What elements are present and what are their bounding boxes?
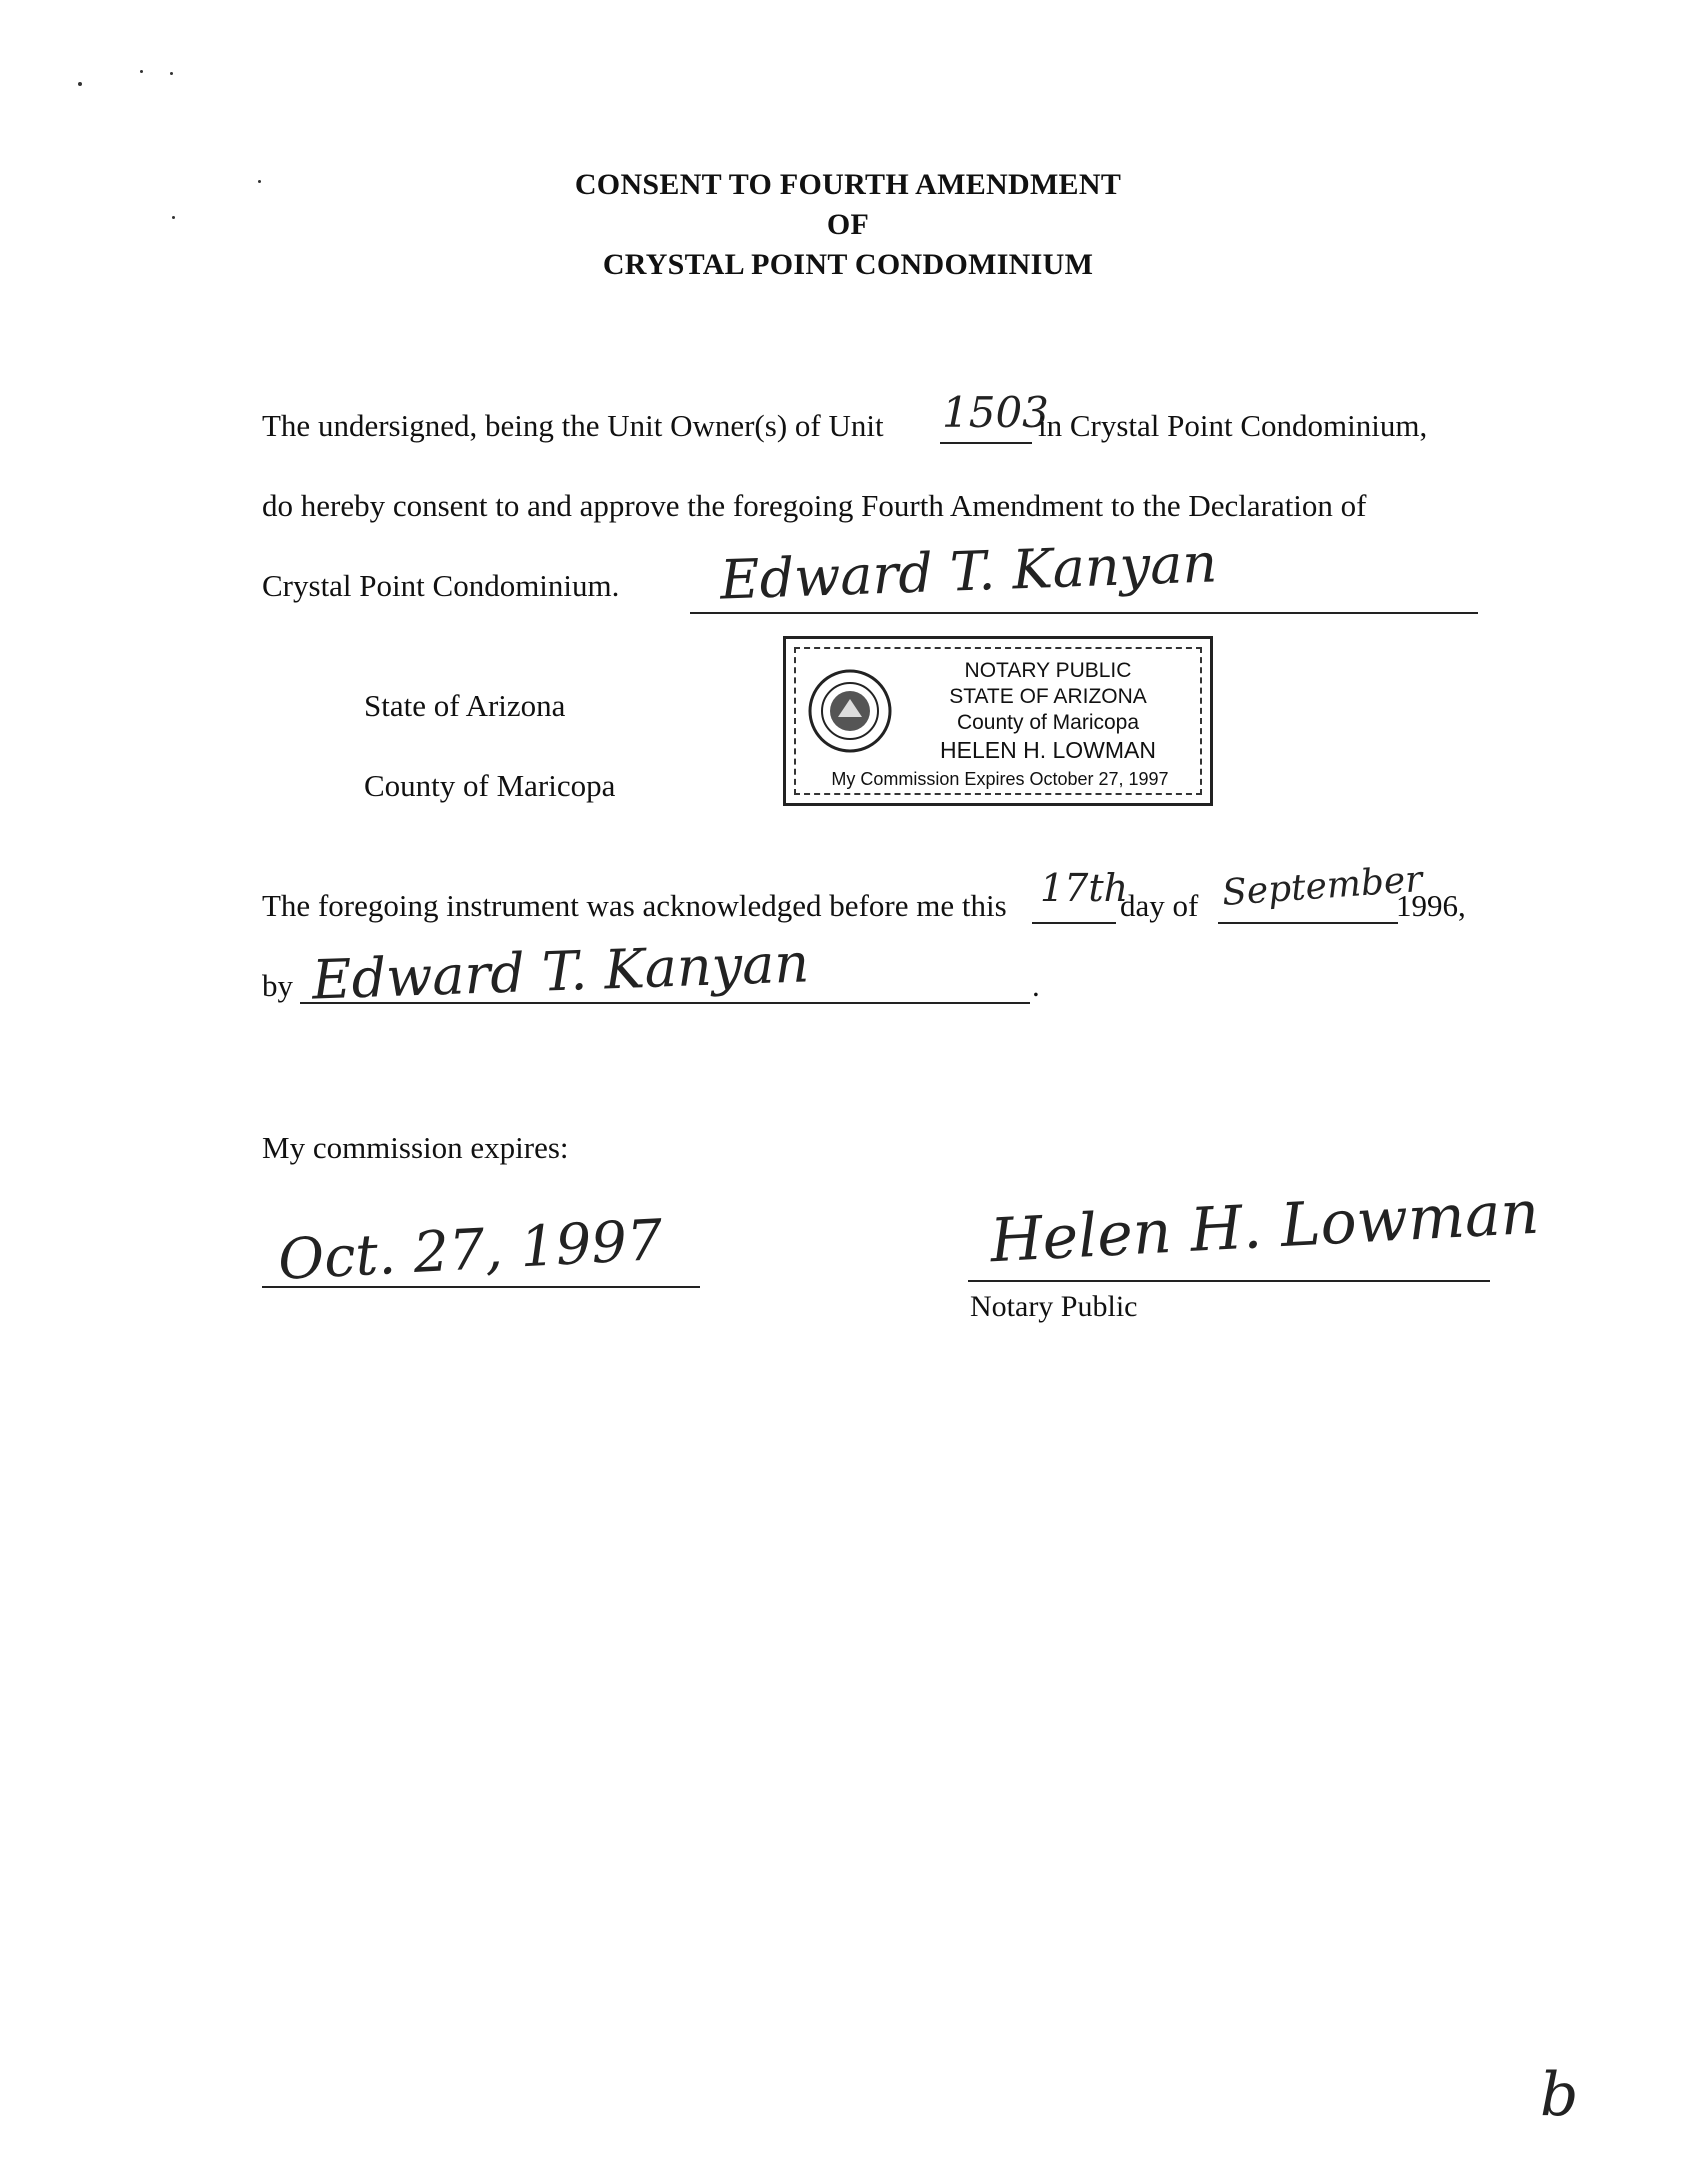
stamp-state: STATE OF ARIZONA (949, 685, 1147, 708)
notary-stamp (783, 636, 1213, 806)
commission-date-line (262, 1286, 700, 1288)
notary-signature: Helen H. Lowman (988, 1177, 1541, 1277)
commission-expiry-date: Oct. 27, 1997 (276, 1207, 665, 1294)
venue-state: State of Arizona (364, 688, 566, 723)
stamp-commission-expiry: My Commission Expires October 27, 1997 (831, 769, 1169, 789)
by-label: by (262, 968, 293, 1003)
consent-line1-start: The undersigned, being the Unit Owner(s) of Unit (262, 408, 884, 443)
acknowledgment-text: The foregoing instrument was acknowledged before me this (262, 888, 1007, 923)
consent-line1-end: in Crystal Point Condominium, (1038, 408, 1428, 443)
day-of-label: day of (1120, 888, 1199, 923)
notary-signature-line (968, 1280, 1490, 1282)
state-seal-icon (808, 669, 892, 753)
consent-line3: Crystal Point Condominium. (262, 568, 620, 603)
stamp-notary-public: NOTARY PUBLIC (964, 659, 1132, 682)
page-mark: b (1540, 2060, 1579, 2130)
owner-signature-line (690, 612, 1478, 614)
document-title-line2: OF (826, 208, 870, 241)
unit-number-underline (940, 442, 1032, 444)
acknowledged-by-signature: Edward T. Kanyan (311, 931, 811, 1012)
stamp-notary-name: HELEN H. LOWMAN (940, 737, 1156, 763)
unit-number-handwritten: 1503 (942, 388, 1049, 437)
venue-county: County of Maricopa (364, 768, 616, 803)
month-underline (1218, 922, 1398, 924)
document-title-line3: CRYSTAL POINT CONDOMINIUM (602, 248, 1094, 281)
scan-speck (170, 72, 173, 75)
by-line-end: . (1032, 968, 1040, 1003)
document-title-line1: CONSENT TO FOURTH AMENDMENT (574, 168, 1122, 201)
acknowledgment-year: 1996, (1396, 888, 1466, 923)
owner-signature: Edward T. Kanyan (719, 531, 1219, 612)
acknowledgment-day: 17th (1040, 866, 1129, 910)
by-signature-line (300, 1002, 1030, 1004)
commission-expires-label: My commission expires: (262, 1130, 569, 1165)
notary-public-label: Notary Public (970, 1290, 1138, 1323)
scan-speck (140, 70, 143, 73)
acknowledgment-month: September (1220, 859, 1424, 914)
consent-line2: do hereby consent to and approve the foregoing Fourth Amendment to the Declaration of (262, 488, 1367, 523)
stamp-county: County of Maricopa (956, 711, 1140, 734)
day-underline (1032, 922, 1116, 924)
scan-speck (78, 82, 82, 86)
